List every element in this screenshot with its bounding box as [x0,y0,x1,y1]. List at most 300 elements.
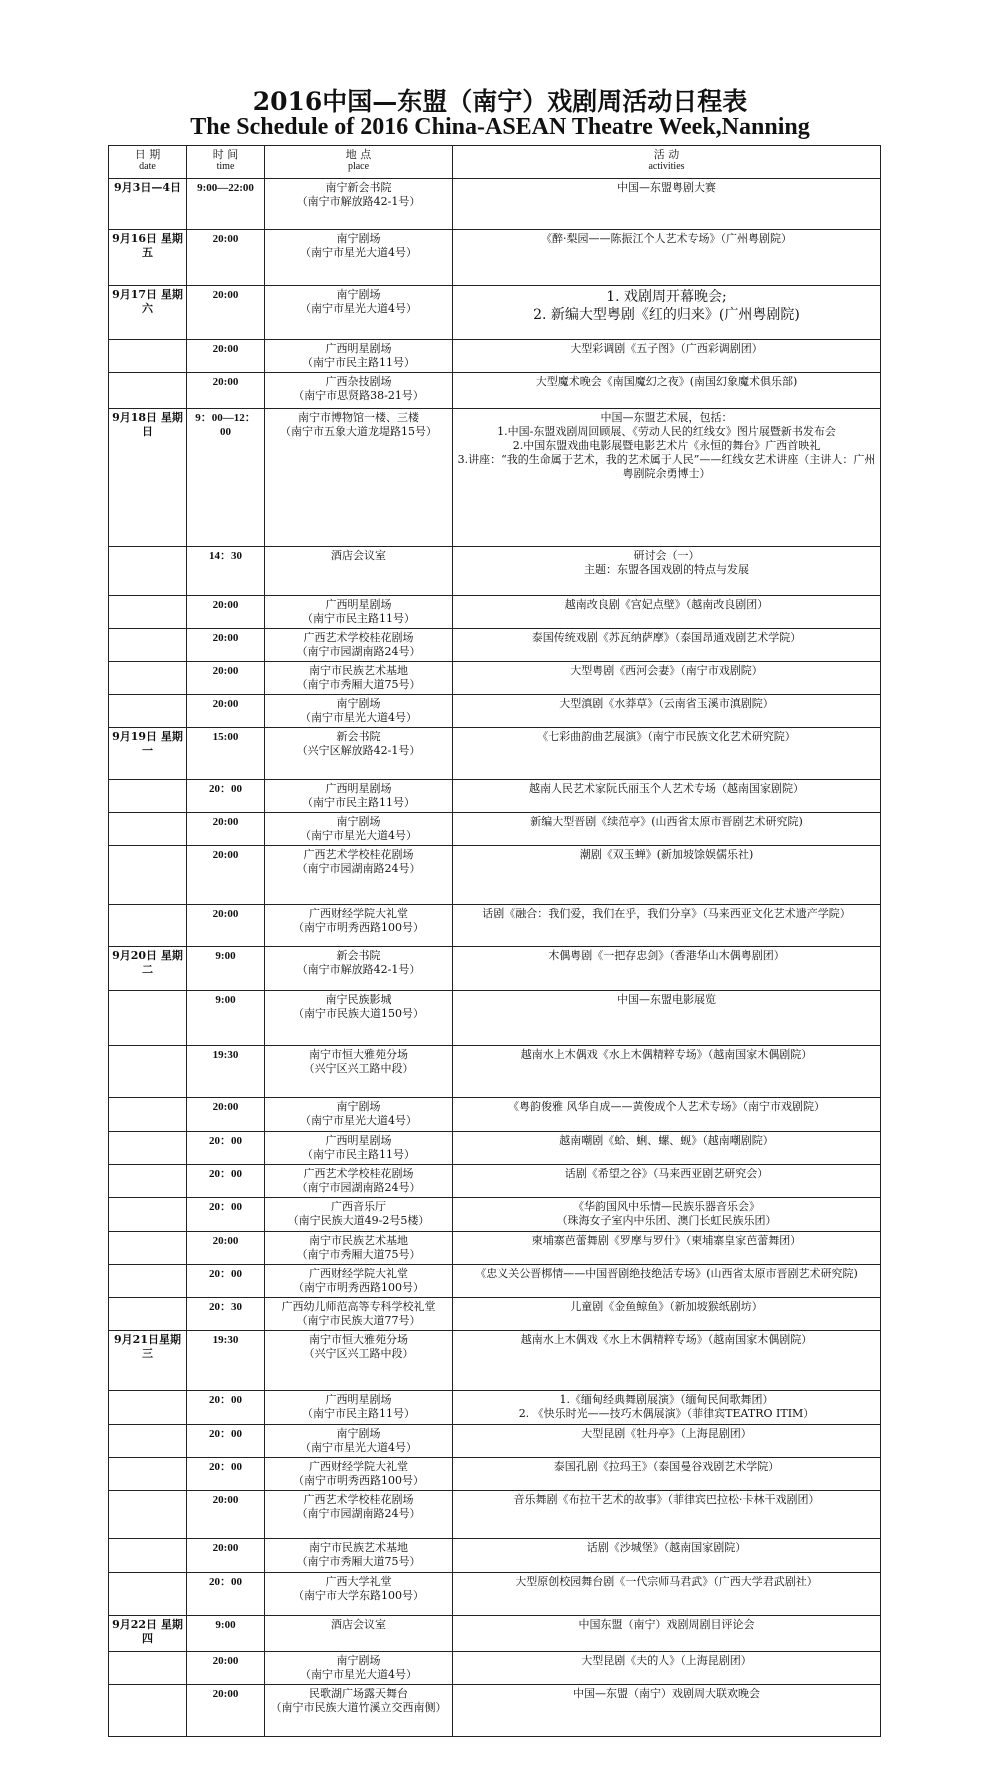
cell-time: 9：00—12：00 [187,409,265,547]
cell-time: 9:00 [187,1616,265,1652]
place-line: （南宁市思贤路38-21号） [293,389,424,402]
cell-date: 9月19日 星期一 [109,728,187,780]
cell-date [109,1046,187,1098]
cell-activity [453,1132,881,1165]
cell-date [109,1685,187,1737]
table-row [109,1616,881,1652]
table-row [109,1391,881,1425]
cell-activity [453,846,881,905]
place-line: （南宁市明秀西路100号） [293,1474,424,1487]
activity-line: 越南水上木偶戏《水上木偶精粹专场》（越南国家木偶剧院） [520,1048,813,1061]
activity-line: 大型昆剧《牡丹亭》（上海昆剧团） [581,1427,752,1440]
place-line: （南宁市秀厢大道75号） [296,1555,421,1568]
page-title-cn: 2016中国—东盟（南宁）戏剧周活动日程表 [252,87,748,116]
cell-time: 20:00 [187,1685,265,1737]
cell-time: 20:00 [187,286,265,340]
cell-time: 20:00 [187,1652,265,1685]
place-line: 南宁剧场 [336,232,381,245]
cell-activity [453,373,881,409]
cell-place [265,1616,453,1652]
cell-date [109,1391,187,1425]
cell-time: 20:00 [187,1491,265,1539]
place-line: 广西杂技剧场 [325,375,392,388]
activity-line: 中国—东盟艺术展，包括： [600,411,733,424]
cell-time: 19:30 [187,1046,265,1098]
activity-line: 2.中国东盟戏曲电影展暨电影艺术片《永恒的舞台》广西首映礼 [512,439,821,452]
activity-line: 越南水上木偶戏《水上木偶精粹专场》（越南国家木偶剧院） [520,1333,813,1346]
cell-activity [453,340,881,373]
activity-line: 《醉·梨园——陈振江个人艺术专场》（广州粤剧院） [541,232,792,245]
place-line: 广西明星剧场 [325,1393,392,1406]
table-row [109,179,881,230]
place-line: 南宁市博物馆一楼、三楼 [298,411,419,424]
cell-place [265,409,453,547]
place-line: （南宁市民族大道竹溪立交西南侧） [270,1701,447,1714]
place-line: 广西明星剧场 [325,1134,392,1147]
table-row [109,373,881,409]
cell-place [265,813,453,846]
place-line: 广西艺术学校桂花剧场 [303,1167,414,1180]
cell-activity [453,813,881,846]
header-time: 时 间 time [187,146,265,179]
place-line: 广西艺术学校桂花剧场 [303,848,414,861]
cell-place [265,1132,453,1165]
schedule-body [109,179,881,1737]
activity-line: 木偶粤剧《一把存忠剑》（香港华山木偶粤剧团） [548,949,785,962]
activity-line: 1. 戏剧周开幕晚会; [606,289,727,305]
cell-place [265,1685,453,1737]
cell-activity [453,286,881,340]
place-line: 广西明星剧场 [325,342,392,355]
cell-place [265,286,453,340]
cell-time: 14：30 [187,547,265,596]
cell-place [265,230,453,286]
header-place: 地 点 place [265,146,453,179]
place-line: （南宁市五象大道龙堤路15号） [280,425,437,438]
table-row [109,780,881,813]
cell-place [265,1298,453,1331]
table-row [109,947,881,991]
activity-line: 新编大型晋剧《续范亭》(山西省太原市晋剧艺术研究院) [530,815,803,828]
place-line: （南宁市园湖南路24号） [296,1507,421,1520]
cell-activity [453,179,881,230]
place-line: 酒店会议室 [331,549,386,562]
place-line: （南宁市民主路11号） [302,356,415,369]
cell-activity [453,1539,881,1573]
place-line: 酒店会议室 [331,1618,386,1631]
table-row [109,1298,881,1331]
cell-time: 15:00 [187,728,265,780]
cell-place [265,780,453,813]
cell-activity [453,1458,881,1491]
cell-activity [453,1652,881,1685]
cell-place [265,1539,453,1573]
table-row [109,1573,881,1616]
cell-activity [453,947,881,991]
cell-place [265,373,453,409]
place-line: 广西幼儿师范高等专科学校礼堂 [281,1300,436,1313]
activity-line: 1.《缅甸经典舞剧展演》（缅甸民间歌舞团） [559,1393,774,1406]
activity-line: 大型粤剧《西河会妻》（南宁市戏剧院） [570,664,763,677]
cell-time: 20：00 [187,1132,265,1165]
table-row [109,1491,881,1539]
cell-place [265,547,453,596]
place-line: 民歌湖广场露天舞台 [309,1687,408,1700]
cell-place [265,629,453,662]
cell-place [265,662,453,695]
cell-time: 20:00 [187,373,265,409]
activity-line: 大型原创校园舞台剧《一代宗师马君武》（广西大学君武剧社） [515,1575,818,1588]
activity-line: 中国—东盟电影展览 [617,993,716,1006]
table-row [109,991,881,1046]
cell-place [265,1265,453,1298]
cell-date [109,695,187,728]
place-line: （南宁市解放路42-1号） [296,963,421,976]
cell-date: 9月16日 星期五 [109,230,187,286]
place-line: （南宁市园湖南路24号） [296,645,421,658]
cell-activity [453,1046,881,1098]
table-row [109,695,881,728]
activity-line: 中国东盟（南宁）戏剧周剧目评论会 [578,1618,755,1631]
place-line: （南宁市星光大道4号） [300,1668,417,1681]
cell-date [109,1539,187,1573]
table-row [109,1331,881,1391]
cell-date [109,1573,187,1616]
cell-date: 9月22日 星期四 [109,1616,187,1652]
cell-date: 9月21日星期三 [109,1331,187,1391]
place-line: （南宁市民族大道150号） [293,1007,424,1020]
place-line: （南宁市秀厢大道75号） [296,678,421,691]
place-line: （南宁市解放路42-1号） [296,195,421,208]
cell-date: 9月18日 星期日 [109,409,187,547]
cell-time: 20：00 [187,780,265,813]
cell-time: 9:00—22:00 [187,179,265,230]
place-line: 南宁剧场 [336,815,381,828]
cell-place [265,947,453,991]
cell-place [265,991,453,1046]
cell-place [265,728,453,780]
cell-date [109,1298,187,1331]
cell-activity [453,1331,881,1391]
table-row [109,340,881,373]
activity-line: 中国—东盟（南宁）戏剧周大联欢晚会 [573,1687,760,1700]
place-line: （南宁市星光大道4号） [300,246,417,259]
cell-time: 20:00 [187,340,265,373]
cell-date [109,662,187,695]
place-line: 南宁市民族艺术基地 [309,1541,408,1554]
cell-activity [453,1425,881,1458]
cell-place [265,846,453,905]
activity-line: 话剧《沙城堡》（越南国家剧院） [586,1541,747,1554]
cell-time: 20：00 [187,1425,265,1458]
activity-line: 3.讲座：“我的生命属于艺术，我的艺术属于人民”——红线女艺术讲座（主讲人：广州粤剧院余勇博士） [457,453,876,480]
schedule-table [108,145,881,1737]
place-line: （南宁市民族大道77号） [296,1314,421,1327]
cell-activity [453,1491,881,1539]
place-line: 广西艺术学校桂花剧场 [303,1493,414,1506]
place-line: （兴宁区兴工路中段） [303,1347,414,1360]
cell-date [109,846,187,905]
place-line: 南宁市民族艺术基地 [309,1234,408,1247]
place-line: 广西音乐厅 [331,1200,386,1213]
activity-line: 泰国孔剧《拉玛王》（泰国曼谷戏剧艺术学院） [553,1460,780,1473]
header-activities: 活 动 activities [453,146,881,179]
cell-date: 9月17日 星期六 [109,286,187,340]
cell-time: 20：00 [187,1165,265,1198]
activity-line: （珠海女子室内中乐团、澳门长虹民族乐团） [556,1214,777,1227]
cell-date [109,373,187,409]
cell-time: 20:00 [187,1232,265,1265]
cell-place [265,1198,453,1232]
activity-line: 中国—东盟粤剧大赛 [617,181,716,194]
place-line: 南宁新会书院 [325,181,392,194]
place-line: （南宁市星光大道4号） [300,1114,417,1127]
place-line: （南宁市民主路11号） [302,1407,415,1420]
cell-activity [453,1098,881,1132]
cell-time: 20:00 [187,846,265,905]
cell-time: 20:00 [187,1098,265,1132]
table-row [109,905,881,947]
cell-time: 20:00 [187,695,265,728]
cell-date [109,596,187,629]
place-line: 南宁市恒大雅苑分场 [309,1333,408,1346]
cell-time: 20:00 [187,662,265,695]
table-row [109,1232,881,1265]
activity-line: 柬埔寨芭蕾舞剧《罗摩与罗什》（柬埔寨皇家芭蕾舞团） [531,1234,802,1247]
activity-line: 潮剧《双玉蝉》(新加坡馀娱儒乐社) [579,848,754,861]
cell-place [265,1232,453,1265]
activity-line: 越南改良剧《宫妃点壁》（越南改良剧团） [564,598,769,611]
activity-line: 主题：东盟各国戏剧的特点与发展 [584,563,749,576]
place-line: （南宁市星光大道4号） [300,1441,417,1454]
cell-activity [453,695,881,728]
activity-line: 大型魔术晚会《南国魔幻之夜》(南国幻象魔术俱乐部) [535,375,798,388]
activity-line: 1.中国-东盟戏剧周回顾展、《劳动人民的红线女》图片展暨新书发布会 [497,425,836,438]
place-line: 南宁市民族艺术基地 [309,664,408,677]
cell-time: 20:00 [187,629,265,662]
cell-activity [453,1165,881,1198]
cell-activity [453,1198,881,1232]
place-line: （兴宁区兴工路中段） [303,1062,414,1075]
place-line: 南宁剧场 [336,288,381,301]
table-row [109,728,881,780]
cell-date [109,1132,187,1165]
place-line: 广西明星剧场 [325,782,392,795]
cell-date [109,1232,187,1265]
cell-time: 19:30 [187,1331,265,1391]
place-line: 新会书院 [336,949,381,962]
cell-place [265,1391,453,1425]
cell-activity [453,596,881,629]
table-row [109,1685,881,1737]
cell-place [265,695,453,728]
cell-date: 9月3日—4日 [109,179,187,230]
table-row [109,286,881,340]
cell-time: 20:00 [187,596,265,629]
cell-activity [453,905,881,947]
activity-line: 《华韵国风中乐情—民族乐器音乐会》 [573,1200,760,1213]
place-line: 南宁剧场 [336,1427,381,1440]
table-row [109,409,881,547]
activity-line: 话剧《融合：我们爱，我们在乎，我们分享》（马来西亚文化艺术遗产学院） [482,907,851,920]
cell-place [265,179,453,230]
cell-date: 9月20日 星期二 [109,947,187,991]
place-line: 南宁剧场 [336,697,381,710]
table-row [109,1198,881,1232]
cell-time: 9:00 [187,947,265,991]
cell-place [265,596,453,629]
cell-date [109,905,187,947]
cell-place [265,1165,453,1198]
cell-date [109,1458,187,1491]
cell-time: 20：00 [187,1265,265,1298]
cell-activity [453,547,881,596]
place-line: 广西财经学院大礼堂 [309,1460,408,1473]
table-row [109,230,881,286]
header-date: 日 期 date [109,146,187,179]
place-line: 南宁剧场 [336,1100,381,1113]
place-line: 南宁市恒大雅苑分场 [309,1048,408,1061]
table-row [109,1265,881,1298]
place-line: （南宁市园湖南路24号） [296,1181,421,1194]
cell-activity [453,662,881,695]
activity-line: 大型彩调剧《五子图》（广西彩调剧团） [570,342,763,355]
place-line: （南宁市秀厢大道75号） [296,1248,421,1261]
place-line: 新会书院 [336,730,381,743]
activity-line: 越南嘲剧《蛤、蜊、螺、蚬》（越南嘲剧院） [559,1134,774,1147]
cell-activity [453,1573,881,1616]
activity-line: 《忠义关公晋梆情——中国晋剧绝技绝活专场》(山西省太原市晋剧艺术研究院) [475,1267,858,1280]
cell-date [109,547,187,596]
place-line: （兴宁区解放路42-1号） [296,744,421,757]
activity-line: 2. 《快乐时光——技巧木偶展演》（菲律宾TEATRO ITIM） [518,1407,815,1420]
cell-activity [453,728,881,780]
cell-date [109,1652,187,1685]
place-line: （南宁市明秀西路100号） [293,921,424,934]
cell-time: 20:00 [187,905,265,947]
cell-activity [453,230,881,286]
activity-line: 《粤韵俊雅 风华自成——黄俊成个人艺术专场》（南宁市戏剧院） [508,1100,825,1113]
place-line: （南宁民族大道49-2号5楼） [287,1214,430,1227]
activity-line: 《七彩曲韵曲艺展演》（南宁市民族文化艺术研究院） [537,730,796,743]
cell-time: 20:00 [187,813,265,846]
cell-date [109,1265,187,1298]
cell-activity [453,780,881,813]
table-row [109,1652,881,1685]
table-row [109,1458,881,1491]
cell-place [265,1458,453,1491]
table-row [109,1098,881,1132]
cell-time: 9:00 [187,991,265,1046]
activity-line: 2. 新编大型粤剧《红的归来》(广州粤剧院) [533,307,800,323]
cell-activity [453,1298,881,1331]
page-title-en: The Schedule of 2016 China-ASEAN Theatre Week,Nanning [190,114,810,140]
cell-time: 20：00 [187,1458,265,1491]
table-row [109,846,881,905]
cell-date [109,780,187,813]
place-line: 南宁剧场 [336,1654,381,1667]
cell-time: 20：30 [187,1298,265,1331]
place-line: 南宁民族影城 [325,993,392,1006]
cell-activity [453,1616,881,1652]
table-row [109,1165,881,1198]
activity-line: 泰国传统戏剧《苏瓦纳萨摩》（泰国昂通戏剧艺术学院） [531,631,802,644]
cell-time: 20：00 [187,1573,265,1616]
place-line: （南宁市星光大道4号） [300,302,417,315]
cell-place [265,1046,453,1098]
cell-activity [453,991,881,1046]
cell-activity [453,1232,881,1265]
cell-date [109,1165,187,1198]
cell-time: 20:00 [187,230,265,286]
place-line: 广西明星剧场 [325,598,392,611]
cell-date [109,1425,187,1458]
header-row [109,146,881,179]
table-row [109,662,881,695]
activity-line: 研讨会（一） [633,549,700,562]
cell-activity [453,1685,881,1737]
cell-date [109,991,187,1046]
table-row [109,1539,881,1573]
table-row [109,629,881,662]
cell-place [265,1573,453,1616]
cell-place [265,1098,453,1132]
cell-date [109,1198,187,1232]
table-row [109,596,881,629]
cell-activity [453,409,881,547]
table-row [109,547,881,596]
activity-line: 大型昆剧《夫的人》（上海昆剧团） [581,1654,752,1667]
cell-date [109,813,187,846]
cell-activity [453,1265,881,1298]
activity-line: 儿童剧《金鱼鲸鱼》（新加坡猴纸剧坊） [570,1300,763,1313]
cell-date [109,1491,187,1539]
activity-line: 越南人民艺术家阮氏丽玉个人艺术专场（越南国家剧院） [529,782,804,795]
table-row [109,1425,881,1458]
place-line: （南宁市明秀西路100号） [293,1281,424,1294]
activity-line: 音乐舞剧《布拉干艺术的故事》（菲律宾巴拉松·卡林干戏剧团） [513,1493,820,1506]
place-line: （南宁市园湖南路24号） [296,862,421,875]
cell-place [265,1425,453,1458]
cell-date [109,629,187,662]
place-line: 广西财经学院大礼堂 [309,1267,408,1280]
place-line: （南宁市星光大道4号） [300,711,417,724]
place-line: （南宁市民主路11号） [302,796,415,809]
cell-place [265,1652,453,1685]
place-line: （南宁市星光大道4号） [300,829,417,842]
table-row [109,1132,881,1165]
table-row [109,1046,881,1098]
cell-activity [453,1391,881,1425]
table-row [109,813,881,846]
cell-date [109,340,187,373]
cell-place [265,1331,453,1391]
cell-place [265,905,453,947]
cell-time: 20:00 [187,1539,265,1573]
activity-line: 话剧《希望之谷》（马来西亚剧艺研究会） [564,1167,769,1180]
place-line: 广西财经学院大礼堂 [309,907,408,920]
place-line: （南宁市民主路11号） [302,1148,415,1161]
cell-activity [453,629,881,662]
activity-line: 大型滇剧《水莽草》（云南省玉溪市滇剧院） [559,697,774,710]
place-line: （南宁市大学东路100号） [293,1589,424,1602]
place-line: 广西大学礼堂 [325,1575,392,1588]
cell-place [265,340,453,373]
cell-time: 20：00 [187,1391,265,1425]
cell-place [265,1491,453,1539]
cell-time: 20：00 [187,1198,265,1232]
place-line: （南宁市民主路11号） [302,612,415,625]
